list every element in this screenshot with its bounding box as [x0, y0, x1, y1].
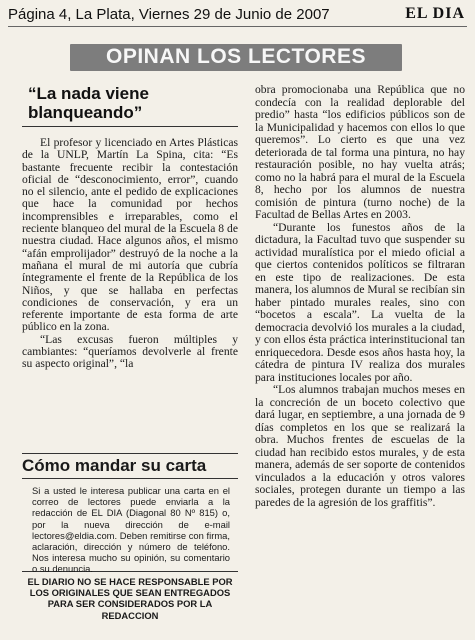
paragraph: “Durante los funestos años de la dictadura, la Facultad tuvo que suspender su actividad muralística por el miedo oficial a que ciertos contenidos políticos se filtraran en este tipo de realizaciones. De esta manera, los alumnos de Mural se recibían sin haber pintado murales reales, sino con “bocetos a escala”. La vuelta de la democracia devolvió los murales a la ciudad, y con ellos ésta práctica interinstitucional tan enriquecedora. Desde esos años hasta hoy, la cátedra de pintura IV realiza dos murales para instituciones locales por año. [255, 220, 465, 384]
headline-divider [22, 126, 238, 127]
paragraph: obra promocionaba una República que no condecía con la realidad deplorable del predio” hasta “los edificios públicos son de la Municipalidad y hacemos con ellos lo que queremos”. Lo cierto es que una vez deteriorada de tal forma una pintura, no hay restauración posible, no hay vuelta atrás; como no la habrá para el mural de la Escuela 8, hecho por los alumnos de nuestra comisión de pintura (turno noche) de la Facultad de Bellas Artes en 2003. [255, 83, 465, 221]
how-to-send-text: Si a usted le interesa publicar una carta en el correo de lectores puede enviarla a la redacción de EL DIA (Diagonal 80 Nº 815) o, por la nueva dirección de e-mail lectores@eldia.com. Deben remitirse con firma, aclaración, dirección y número de teléfono. Nos interesa mucho su opinión, su comentario o su denuncia. [32, 485, 230, 575]
paragraph: El profesor y licenciado en Artes Plásticas de la UNLP, Martín La Spina, cita: “Es bastante frecuente recibir la contestación oficial de “desconocimiento, error”, cuando no el silencio, ante el pedido de explicaciones que hace la comunidad por hechos incomprensibles e irreparables, como el reciente blanqueo del mural de la Escuela 8 de nuestra ciudad. Hace algunos años, el mismo “afán emprolijador” destruyó de la noche a la mañana el mural de mi autoría que cubría íntegramente el frente de la República de los Niños, y que se hallaba en perfectas condiciones de conservación, y era un referente importante de esta forma de arte público en la zona. [22, 136, 238, 334]
newspaper-logo: EL DIA [405, 5, 465, 22]
section-title: OPINAN LOS LECTORES [106, 45, 366, 68]
paragraph: “Las excusas fueron múltiples y cambiantes: “queríamos devolverle al frente su aspecto original”, “la [22, 332, 238, 371]
how-to-send-title: Cómo mandar su carta [22, 453, 238, 476]
header-date-line: Página 4, La Plata, Viernes 29 de Junio de 2007 [8, 6, 330, 23]
paragraph: “Los alumnos trabajan muchos meses en la concreción de un boceto colectivo que dará lugar, en septiembre, a una jornada de 9 días completos en los que se realizará la obra. Muchos frentes de escuelas de la ciudad han recibido estos murales, y de esta manera, además de ser soporte de contenidos vinculados a la educación y otros valores sociales, protegen durante un tiempo a las paredes de la agresión de los graffitis”. [255, 383, 465, 509]
article-body-right [255, 84, 465, 509]
disclaimer: EL DIARIO NO SE HACE RESPONSABLE POR LOS ORIGINALES QUE SEAN ENTREGADOS PARA SER CONSIDERADOS POR LA REDACCION [27, 576, 233, 621]
section-banner [70, 44, 402, 71]
how-to-send-box [22, 478, 238, 575]
page-header [8, 4, 467, 27]
article-headline: “La nada viene blanqueando” [28, 84, 149, 122]
article-right-column [255, 84, 465, 509]
article-left-column [22, 84, 238, 371]
article-body-left [22, 137, 238, 371]
